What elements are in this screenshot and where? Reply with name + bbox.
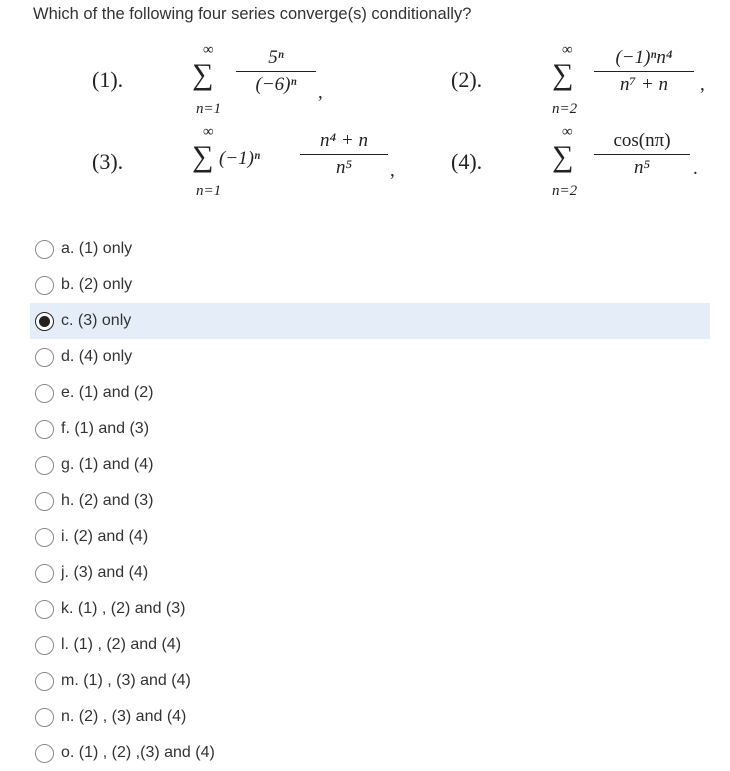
series-1-suffix: , (318, 82, 323, 103)
answer-option[interactable] (30, 411, 710, 447)
series-1-fraction (236, 47, 316, 96)
radio-unselected-icon[interactable] (35, 528, 54, 547)
radio-unselected-icon[interactable] (35, 492, 54, 511)
radio-unselected-icon[interactable] (35, 456, 54, 475)
series-2-fraction-bar (594, 71, 694, 72)
answer-option[interactable] (30, 375, 710, 411)
answer-option-label[interactable]: d. (4) only (61, 348, 133, 365)
answer-option-label[interactable]: k. (1) , (2) and (3) (61, 600, 186, 617)
radio-unselected-icon[interactable] (35, 240, 54, 259)
series-3-fraction (300, 130, 388, 179)
answer-option[interactable] (30, 555, 710, 591)
series-1-sum-top: ∞ (203, 42, 214, 58)
series-3-fraction-bar (300, 154, 388, 155)
series-3-label: (3). (92, 149, 124, 174)
series-2-numerator: (−1)ⁿn⁴ (615, 47, 673, 68)
answer-option[interactable] (30, 735, 710, 771)
series-1-sigma: ∑ (192, 58, 214, 91)
series-3-sum-bottom: n=1 (196, 183, 222, 199)
series-3-sum-top: ∞ (203, 124, 214, 140)
radio-selected-icon[interactable] (35, 312, 54, 331)
series-2-sum-bottom: n=2 (552, 101, 578, 117)
radio-unselected-icon[interactable] (35, 276, 54, 295)
answer-option-label[interactable]: g. (1) and (4) (61, 456, 154, 473)
series-4-numerator: cos(nπ) (613, 130, 671, 151)
answer-option[interactable] (30, 627, 710, 663)
series-4-sigma: ∑ (552, 140, 574, 173)
series-3-suffix: , (390, 160, 395, 181)
answer-option-label[interactable]: n. (2) , (3) and (4) (61, 708, 187, 725)
series-2-sigma: ∑ (552, 58, 574, 91)
series-3-numerator: n⁴ + n (320, 130, 368, 151)
series-4-label: (4). (451, 149, 483, 174)
series-4-fraction-bar (594, 154, 690, 155)
series-4-sum-top: ∞ (562, 124, 573, 140)
answer-option[interactable] (30, 339, 710, 375)
question-text: Which of the following four series converge(s) conditionally? (33, 5, 472, 23)
answer-option[interactable] (30, 519, 710, 555)
answer-option-label[interactable]: o. (1) , (2) ,(3) and (4) (61, 744, 215, 761)
answer-option[interactable] (30, 483, 710, 519)
radio-unselected-icon[interactable] (35, 564, 54, 583)
series-2-denominator: n⁷ + n (620, 74, 668, 95)
radio-unselected-icon[interactable] (35, 600, 54, 619)
radio-unselected-icon[interactable] (35, 348, 54, 367)
answer-option[interactable] (30, 699, 710, 735)
series-2-sum-top: ∞ (562, 42, 573, 58)
series-3-prefix: (−1)ⁿ (219, 148, 260, 169)
answer-option-label[interactable]: j. (3) and (4) (61, 564, 149, 581)
answer-option-label[interactable]: e. (1) and (2) (61, 384, 154, 401)
series-1-label: (1). (92, 67, 124, 92)
answer-option[interactable] (30, 663, 710, 699)
series-1-numerator: 5ⁿ (268, 47, 284, 68)
series-2-suffix: , (700, 74, 705, 95)
answer-option[interactable] (30, 231, 710, 267)
radio-unselected-icon[interactable] (35, 672, 54, 691)
series-2-fraction (594, 47, 694, 96)
series-4-sum-bottom: n=2 (552, 183, 578, 199)
series-1-fraction-bar (236, 71, 316, 72)
answer-option-label[interactable]: f. (1) and (3) (61, 420, 150, 437)
series-1-sum-bottom: n=1 (196, 101, 222, 117)
radio-unselected-icon[interactable] (35, 420, 54, 439)
series-1-denominator: (−6)ⁿ (255, 74, 297, 95)
series-4-fraction (594, 130, 690, 179)
answer-option[interactable] (30, 591, 710, 627)
answer-option-label[interactable]: i. (2) and (4) (61, 528, 149, 545)
answer-option[interactable] (30, 447, 710, 483)
answer-option[interactable] (30, 267, 710, 303)
answer-option-label[interactable]: b. (2) only (61, 276, 133, 293)
answer-option[interactable] (30, 303, 710, 339)
radio-unselected-icon[interactable] (35, 708, 54, 727)
series-3-denominator: n⁵ (335, 157, 353, 178)
answer-option-label[interactable]: c. (3) only (61, 312, 132, 329)
series-4-suffix: . (693, 158, 698, 179)
radio-unselected-icon[interactable] (35, 384, 54, 403)
radio-unselected-icon[interactable] (35, 636, 54, 655)
series-2-label: (2). (451, 67, 483, 92)
radio-dot-icon (39, 316, 50, 327)
radio-unselected-icon[interactable] (35, 744, 54, 763)
series-3-sigma: ∑ (192, 140, 214, 173)
answer-option-label[interactable]: h. (2) and (3) (61, 492, 154, 509)
answer-option-label[interactable]: a. (1) only (61, 240, 133, 257)
answer-option-label[interactable]: l. (1) , (2) and (4) (61, 636, 182, 653)
answer-options (30, 231, 710, 771)
answer-option-label[interactable]: m. (1) , (3) and (4) (61, 672, 191, 689)
series-4-denominator: n⁵ (633, 157, 651, 178)
